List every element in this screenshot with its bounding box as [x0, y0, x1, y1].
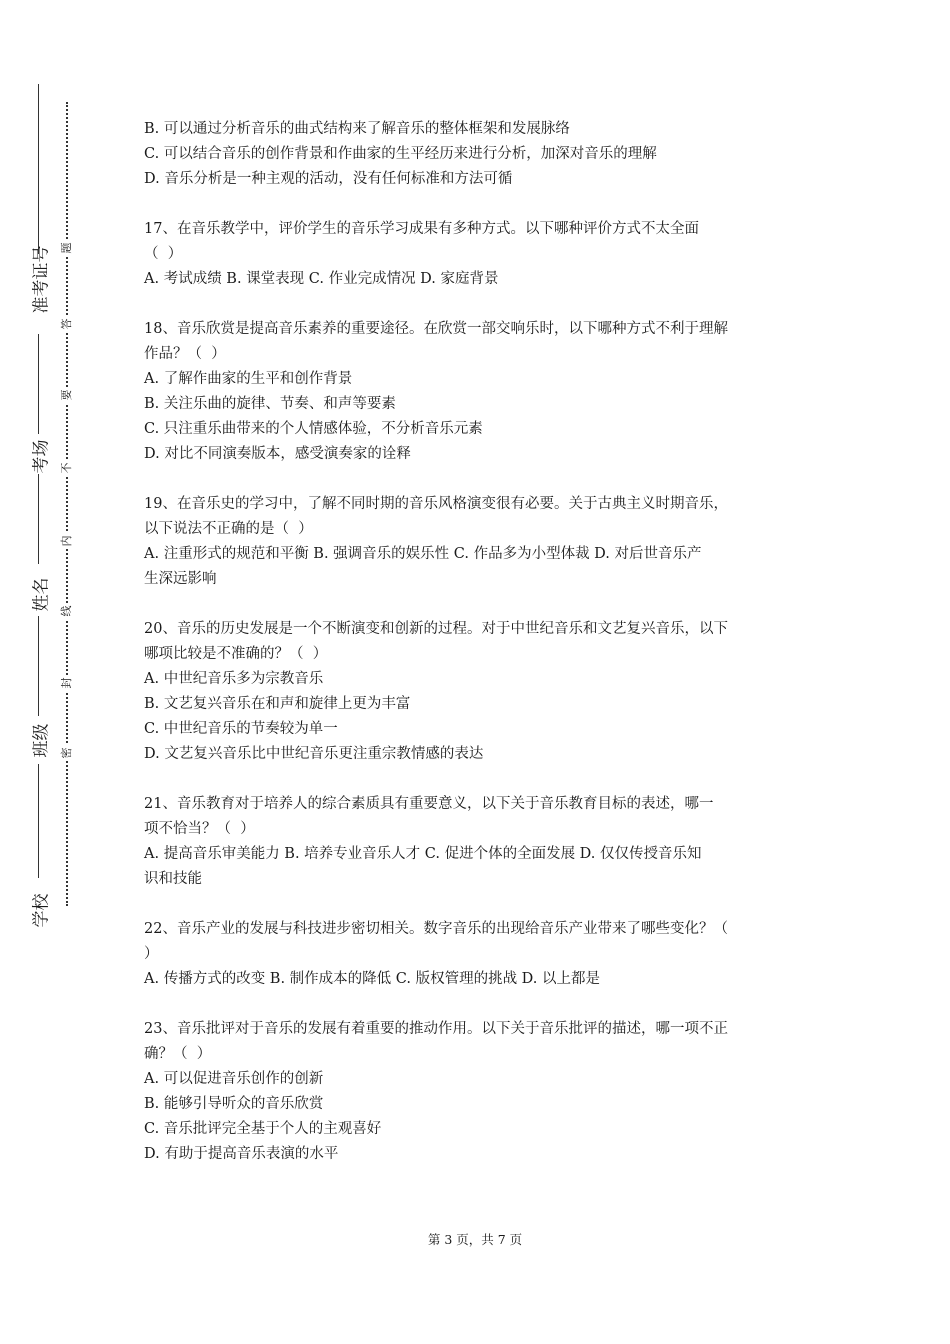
field-line: [38, 764, 39, 878]
field-exam-room-label: 考场: [31, 439, 52, 474]
field-name-label: 姓名: [31, 577, 52, 612]
q21-options: 识和技能: [144, 871, 202, 887]
q19-stem: 19、在音乐史的学习中，了解不同时期的音乐风格演变很有必要。关于古典主义时期音乐，: [144, 496, 728, 512]
field-class-label: 班级: [31, 723, 52, 758]
q16-option-d: D. 音乐分析是一种主观的活动，没有任何标准和方法可循: [144, 171, 513, 187]
q20-option-a: A. 中世纪音乐多为宗教音乐: [144, 671, 324, 687]
q23-option-b: B. 能够引导听众的音乐欣赏: [144, 1096, 324, 1112]
field-line: [38, 334, 39, 434]
q19-options: A. 注重形式的规范和平衡 B. 强调音乐的娱乐性 C. 作品多为小型体裁 D. 对后世音乐产: [144, 546, 702, 562]
q21-stem: 项不恰当？（ ）: [144, 821, 255, 837]
seal-char: 不: [58, 460, 74, 476]
q18-option-b: B. 关注乐曲的旋律、节奏、和声等要素: [144, 396, 396, 412]
q23-option-d: D. 有助于提高音乐表演的水平: [144, 1146, 339, 1162]
seal-char: 要: [58, 387, 74, 403]
q20-stem: 20、音乐的历史发展是一个不断演变和创新的过程。对于中世纪音乐和文艺复兴音乐，以下: [144, 621, 728, 637]
q18-option-c: C. 只注重乐曲带来的个人情感体验，不分析音乐元素: [144, 421, 483, 437]
q23-option-a: A. 可以促进音乐创作的创新: [144, 1071, 324, 1087]
q22-options: A. 传播方式的改变 B. 制作成本的降低 C. 版权管理的挑战 D. 以上都是: [144, 971, 601, 987]
seal-char: 封: [58, 675, 74, 691]
field-line: [38, 474, 39, 564]
seal-char: 题: [58, 240, 74, 256]
q23-stem: 确？（ ）: [144, 1046, 212, 1062]
q18-option-a: A. 了解作曲家的生平和创作背景: [144, 371, 353, 387]
page-footer: 第 3 页，共 7 页: [427, 1232, 523, 1247]
seal-dotted-line: [66, 102, 68, 906]
q20-option-d: D. 文艺复兴音乐比中世纪音乐更注重宗教情感的表达: [144, 746, 484, 762]
q21-options: A. 提高音乐审美能力 B. 培养专业音乐人才 C. 促进个体的全面发展 D. 仅仅传授音乐知: [144, 846, 702, 862]
q17-options: A. 考试成绩 B. 课堂表现 C. 作业完成情况 D. 家庭背景: [144, 271, 499, 287]
q22-stem: ）: [144, 946, 159, 962]
seal-char: 答: [58, 316, 74, 332]
seal-char: 密: [58, 745, 74, 761]
q20-option-b: B. 文艺复兴音乐在和声和旋律上更为丰富: [144, 696, 411, 712]
q18-stem: 作品？（ ）: [144, 346, 226, 362]
q18-option-d: D. 对比不同演奏版本，感受演奏家的诠释: [144, 446, 411, 462]
seal-char: 线: [58, 603, 74, 619]
q16-option-b: B. 可以通过分析音乐的曲式结构来了解音乐的整体框架和发展脉络: [144, 121, 570, 137]
field-line: [38, 84, 39, 254]
q20-stem: 哪项比较是不准确的？（ ）: [144, 646, 328, 662]
field-line: [38, 616, 39, 716]
field-exam-number-label: 准考证号: [31, 245, 52, 314]
q21-stem: 21、音乐教育对于培养人的综合素质具有重要意义，以下关于音乐教育目标的表述，哪一: [144, 796, 714, 812]
q17-stem: 17、在音乐教学中，评价学生的音乐学习成果有多种方式。以下哪种评价方式不太全面: [144, 221, 699, 237]
q18-stem: 18、音乐欣赏是提高音乐素养的重要途径。在欣赏一部交响乐时，以下哪种方式不利于理解: [144, 321, 728, 337]
q19-stem: 以下说法不正确的是（ ）: [144, 521, 313, 537]
q22-stem: 22、音乐产业的发展与科技进步密切相关。数字音乐的出现给音乐产业带来了哪些变化？（: [144, 921, 728, 937]
seal-char: 内: [58, 533, 74, 549]
q16-option-c: C. 可以结合音乐的创作背景和作曲家的生平经历来进行分析，加深对音乐的理解: [144, 146, 657, 162]
q17-stem: （ ）: [144, 246, 183, 262]
q19-options: 生深远影响: [144, 571, 217, 587]
binding-margin: [0, 0, 100, 1344]
q23-stem: 23、音乐批评对于音乐的发展有着重要的推动作用。以下关于音乐批评的描述，哪一项不正: [144, 1021, 728, 1037]
question-content: [144, 117, 812, 1167]
field-school-label: 学校: [31, 893, 52, 928]
q20-option-c: C. 中世纪音乐的节奏较为单一: [144, 721, 338, 737]
q23-option-c: C. 音乐批评完全基于个人的主观喜好: [144, 1121, 382, 1137]
